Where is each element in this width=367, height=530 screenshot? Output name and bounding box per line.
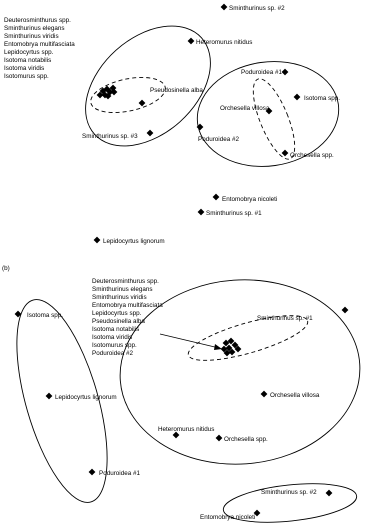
point-label: Entomobrya nicoleti [200, 514, 256, 521]
panel-a-point-sminthurinus-sp3 [82, 130, 153, 140]
cluster-label: Sminthurinus viridis [4, 33, 59, 40]
panel-b-point-lepidocyrtus-lignorum [46, 393, 117, 401]
point-label: Lepidocyrtus lignorum [55, 394, 117, 401]
cluster-label: Isotoma viridis [4, 65, 45, 72]
cluster-label: Isotoma notabilis [92, 326, 140, 333]
data-point-marker [261, 391, 268, 398]
panel-a-point-entomobrya-nicoleti [213, 194, 278, 203]
point-label: Isotoma spp. [304, 95, 341, 102]
data-point-marker [342, 307, 349, 314]
point-label: Orchesella spp. [224, 436, 268, 443]
data-point-marker [213, 194, 220, 201]
panel-b-point-orchesella-spp [216, 435, 268, 443]
panel-b-point-entomobrya-nicoleti [200, 510, 260, 521]
data-point-marker [139, 100, 146, 107]
panel-a-point-lepidocyrtus-lignorum [94, 237, 165, 245]
cluster-label: Deuterosminthurus spp. [4, 17, 71, 24]
panel-a-point-pseudosinella-alba [139, 87, 204, 106]
data-point-marker [221, 4, 228, 11]
panel-a-point-heteromurus-nitidus [188, 38, 253, 46]
panel-a-point-orchesella-spp [282, 150, 334, 159]
data-point-marker [326, 490, 333, 497]
point-label: Orchesella villosa [270, 392, 320, 399]
panel-a-point-poduroidea-1 [241, 69, 288, 76]
point-label: Pseudosinella alba [150, 87, 203, 94]
panel-a-point-poduroidea-2 [197, 124, 240, 143]
panel-a-left-group-ellipse [62, 2, 233, 170]
panel-a-cluster-label-list [4, 17, 75, 80]
point-label: Poduroidea #2 [198, 136, 239, 143]
panel-b-point-orchesella-villosa [261, 391, 320, 399]
point-label: Sminthurinus sp. #3 [82, 133, 138, 140]
panel-a-point-sminthurinus-sp2 [221, 4, 286, 12]
cluster-label: Sminthurinus elegans [4, 25, 65, 32]
panel-b-cluster-points [221, 338, 242, 357]
cluster-label: Pseudosinella alba [92, 318, 145, 325]
data-point-marker [294, 94, 301, 101]
cluster-label: Sminthurinus elegans [92, 286, 153, 293]
panel-b-point-sminthurinus-sp1 [257, 307, 348, 322]
panel-b-point-sminthurinus-sp2 [261, 489, 332, 496]
cluster-label: Sminthurinus viridis [92, 294, 147, 301]
cluster-label: Entomobrya multifasciata [92, 302, 163, 309]
data-point-marker [282, 69, 289, 76]
panel-b-label: (b) [2, 265, 10, 272]
panel-a-cluster-points [97, 85, 118, 100]
cluster-label: Isotoma notabilis [4, 57, 52, 64]
point-label: Heteromurus nitidus [158, 426, 215, 433]
data-point-marker [89, 469, 96, 476]
cluster-label: Isotoma viridis [92, 334, 133, 341]
panel-a-point-isotoma-spp [294, 94, 341, 102]
panel-b [0, 265, 366, 528]
point-label: Heteromurus nitidus [196, 39, 253, 46]
panel-b-cluster-label-list [92, 278, 163, 357]
point-label: Poduroidea #1 [241, 69, 282, 76]
panel-b-point-heteromurus-nitidus [158, 426, 214, 438]
point-label: Sminthurinus sp. #1 [257, 315, 313, 322]
data-point-marker [147, 130, 154, 137]
cluster-label: Poduroidea #2 [92, 350, 133, 357]
data-point-marker [282, 150, 289, 157]
panel-a-orchesella-ellipse [245, 74, 303, 164]
panel-a [4, 2, 346, 245]
panel-a-point-orchesella-villosa [220, 105, 272, 114]
data-point-marker [198, 209, 205, 216]
point-label: Sminthurinus sp. #1 [206, 210, 262, 217]
cluster-label: Deuterosminthurus spp. [92, 278, 159, 285]
point-label: Sminthurinus sp. #2 [229, 5, 285, 12]
panel-b-point-poduroidea-1 [89, 469, 141, 477]
point-label: Entomobrya nicoleti [222, 196, 278, 203]
point-label: Orchesella villosa [220, 105, 270, 112]
data-point-marker [46, 393, 53, 400]
cluster-label: Isotomurus spp. [4, 73, 49, 80]
data-point-marker [94, 237, 101, 244]
point-label: Sminthurinus sp. #2 [261, 489, 317, 496]
point-label: Isotoma spp. [27, 312, 64, 319]
point-label: Poduroidea #1 [99, 470, 140, 477]
cluster-label: Lepidocyrtus spp. [4, 49, 54, 56]
panel-a-point-sminthurinus-sp1 [198, 209, 263, 217]
data-point-marker [216, 435, 223, 442]
panel-b-arrow [160, 334, 222, 350]
cluster-label: Isotomurus spp. [92, 342, 137, 349]
cluster-label: Lepidocyrtus spp. [92, 310, 142, 317]
cluster-label: Entomobrya multifasciata [4, 41, 75, 48]
point-label: Lepidocyrtus lignorum [103, 238, 165, 245]
data-point-marker [188, 38, 195, 45]
point-label: Orchesella spp. [290, 152, 334, 159]
